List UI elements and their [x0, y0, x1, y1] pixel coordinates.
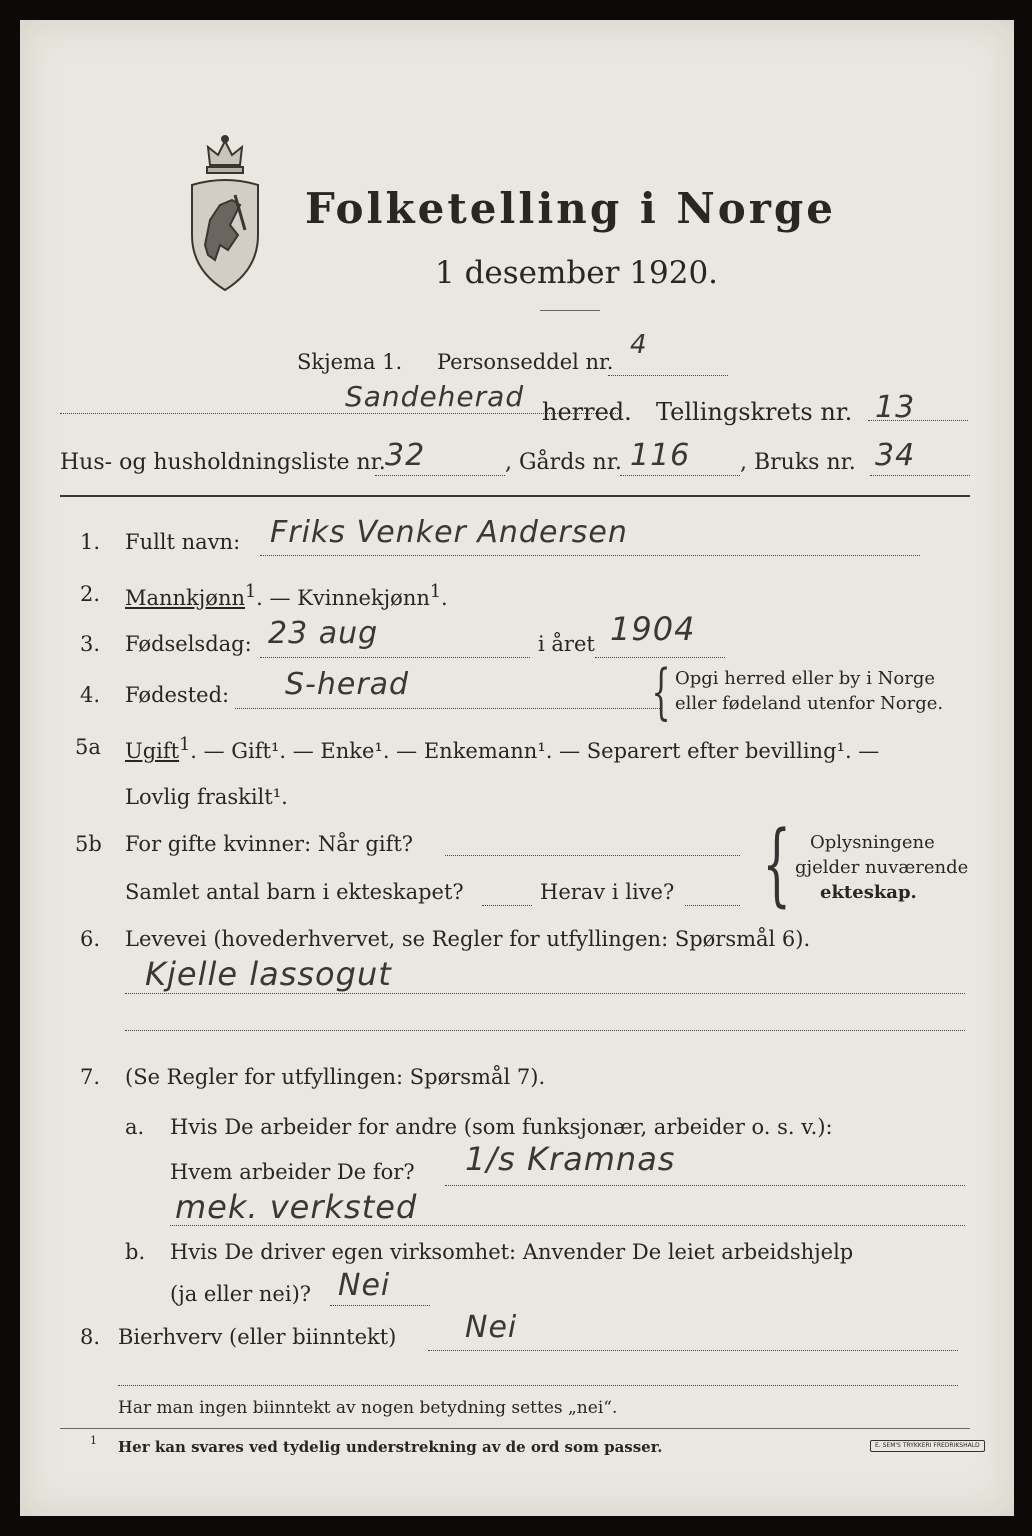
q4-number: 4.	[80, 683, 101, 707]
q4-brace: {	[651, 657, 671, 727]
q7a-dots-2	[170, 1225, 965, 1226]
form-date: 1 desember 1920.	[435, 255, 719, 291]
q2-end: .	[441, 586, 448, 610]
q8-dots-2	[118, 1385, 958, 1386]
q4-dots	[235, 708, 660, 709]
q5a-options: Ugift$^1$. — Gift¹. — Enke¹. — Enkemann¹. — Separert efter bevilling¹. —	[125, 735, 880, 763]
q1-answer: Friks Venker Andersen	[270, 515, 628, 550]
census-form-page	[20, 20, 1014, 1516]
hus-value: 32	[385, 438, 426, 473]
q6-answer: Kjelle lassogut	[145, 955, 392, 993]
q5b-line1: For gifte kvinner: Når gift?	[125, 832, 414, 856]
q3-year-label: i året	[538, 632, 595, 656]
gards-dots	[620, 475, 740, 476]
divider	[540, 310, 600, 311]
q3-day-dots	[260, 657, 530, 658]
hus-label: Hus- og husholdningsliste nr.	[60, 450, 386, 475]
q7a-answer-1: 1/s Kramnas	[465, 1140, 676, 1178]
q8-label: Bierhverv (eller biinntekt)	[118, 1325, 397, 1349]
q5b-note-1: Oplysningene	[810, 832, 935, 853]
q5a-line2: Lovlig fraskilt¹.	[125, 785, 288, 809]
tellingskrets-dots	[868, 420, 968, 421]
personseddel-label: Personseddel nr.	[437, 350, 614, 374]
q3-number: 3.	[80, 632, 101, 656]
q7-number: 7.	[80, 1065, 101, 1089]
q2-number: 2.	[80, 582, 101, 606]
q7-label: (Se Regler for utfyllingen: Spørsmål 7).	[125, 1065, 546, 1089]
herred-dots	[60, 413, 620, 414]
skjema-label: Skjema 1.	[297, 350, 403, 374]
q5b-note-2: gjelder nuværende	[795, 857, 969, 878]
q6-dots-1	[125, 993, 965, 994]
q3-answer-day: 23 aug	[268, 616, 379, 651]
q6-number: 6.	[80, 927, 101, 951]
footnote-mark: 1	[90, 1434, 97, 1447]
q2-female: Kvinnekjønn	[297, 586, 430, 610]
q7a-answer-2: mek. verksted	[175, 1188, 418, 1226]
q5b-note-3: ekteskap.	[820, 882, 917, 903]
q5b-line2a: Samlet antal barn i ekteskapet?	[125, 880, 464, 904]
personseddel-dots	[608, 375, 728, 376]
q7b-line1: Hvis De driver egen virksomhet: Anvender De leiet arbeidshjelp	[170, 1240, 854, 1264]
q1-dots	[260, 555, 920, 556]
header-divider	[60, 495, 970, 497]
gards-label: , Gårds nr.	[505, 450, 622, 475]
q8-number: 8.	[80, 1325, 101, 1349]
q4-answer: S-herad	[285, 667, 410, 702]
q7a-dots-1	[445, 1185, 965, 1186]
printer-stamp: E. SEM'S TRYKKERI FREDRIKSHALD	[870, 1440, 985, 1452]
q6-dots-2	[125, 1030, 965, 1031]
q5b-alive-dots	[685, 905, 740, 906]
q5b-children-dots	[482, 905, 532, 906]
q1-number: 1.	[80, 530, 101, 554]
bruks-dots	[870, 475, 970, 476]
coat-of-arms-icon	[180, 135, 270, 300]
q8-answer: Nei	[465, 1310, 518, 1345]
footer-divider	[60, 1428, 970, 1429]
q7a-line2: Hvem arbeider De for?	[170, 1160, 415, 1184]
q2-sep: . —	[256, 586, 298, 610]
herred-value: Sandeherad	[345, 380, 525, 413]
q5a-number: 5a	[75, 735, 101, 759]
q7a-line1: Hvis De arbeider for andre (som funksjonær, arbeider o. s. v.):	[170, 1115, 833, 1139]
q5a-ugift: Ugift	[125, 739, 180, 763]
q5b-number: 5b	[75, 832, 102, 856]
q3-answer-year: 1904	[610, 610, 696, 648]
personseddel-value: 4	[630, 330, 648, 360]
q7a-letter: a.	[125, 1115, 145, 1139]
q7b-line2: (ja eller nei)?	[170, 1282, 312, 1306]
q8-dots	[428, 1350, 958, 1351]
q5b-married-dots	[445, 855, 740, 856]
q5a-rest: . — Gift¹. — Enke¹. — Enkemann¹. — Separert efter bevilling¹. —	[190, 739, 880, 763]
q4-note-1: Opgi herred eller by i Norge	[675, 668, 936, 689]
form-title: Folketelling i Norge	[305, 184, 837, 233]
tellingskrets-label: Tellingskrets nr.	[656, 398, 853, 426]
q6-label: Levevei (hovederhvervet, se Regler for utfyllingen: Spørsmål 6).	[125, 927, 811, 951]
footnote: Her kan svares ved tydelig understrekning av de ord som passer.	[118, 1438, 663, 1456]
footer-note: Har man ingen biinntekt av nogen betydning settes „nei“.	[118, 1398, 618, 1418]
gards-value: 116	[630, 438, 691, 473]
q1-label: Fullt navn:	[125, 530, 241, 554]
herred-label: herred.	[542, 398, 632, 426]
q2-options: Mannkjønn$^1$. — Kvinnekjønn$^1$.	[125, 582, 448, 610]
q7b-dots	[330, 1305, 430, 1306]
tellingskrets-value: 13	[875, 390, 916, 425]
q5b-line2b: Herav i live?	[540, 880, 675, 904]
bruks-label: , Bruks nr.	[740, 450, 856, 475]
bruks-value: 34	[875, 438, 916, 473]
q7b-letter: b.	[125, 1240, 146, 1264]
q2-male: Mannkjønn	[125, 586, 246, 610]
hus-dots	[375, 475, 505, 476]
q7b-answer: Nei	[338, 1268, 391, 1303]
q4-note-2: eller fødeland utenfor Norge.	[675, 693, 944, 714]
q4-label: Fødested:	[125, 683, 230, 707]
q3-label: Fødselsdag:	[125, 632, 252, 656]
q5b-brace: {	[762, 812, 791, 917]
